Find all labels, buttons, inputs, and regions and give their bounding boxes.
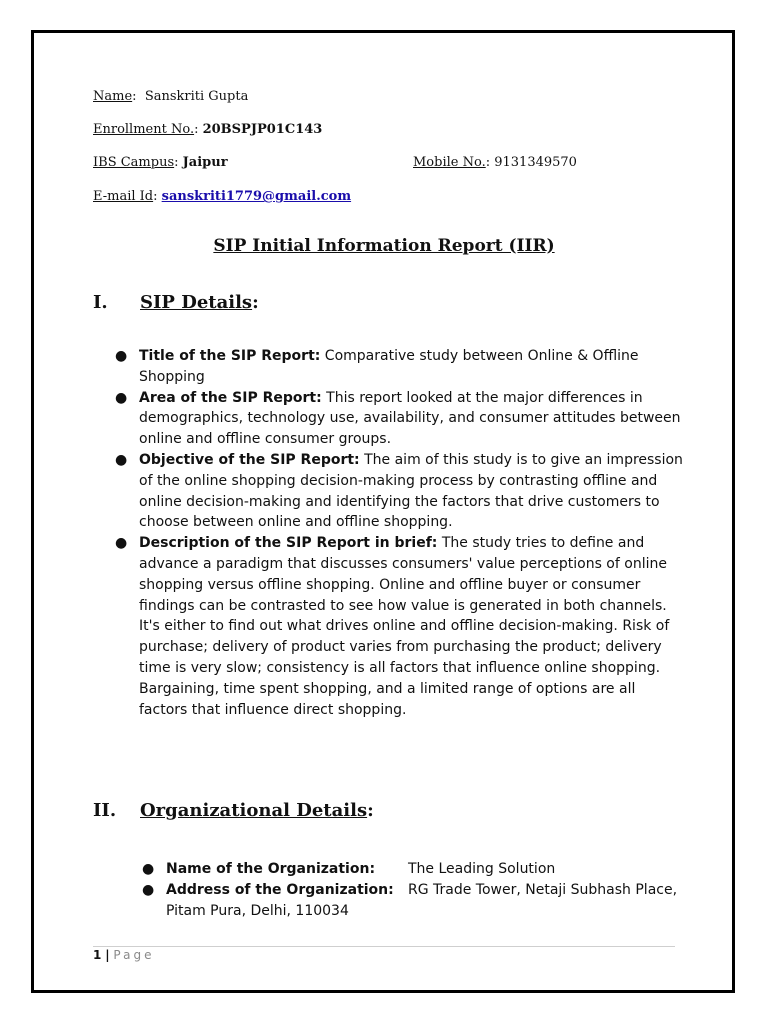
section1-title: SIP Details: — [140, 292, 259, 313]
page-number: 1 — [93, 948, 102, 962]
page-footer — [93, 948, 154, 962]
list-item — [115, 533, 684, 720]
footer-divider — [93, 946, 675, 947]
bullet-icon: ● — [115, 451, 128, 468]
item-label: Objective of the SIP Report: — [139, 451, 360, 468]
campus-label: IBS Campus — [93, 155, 175, 170]
page-word: Page — [113, 948, 155, 962]
list-item — [142, 880, 686, 922]
name-label: Name — [93, 89, 133, 104]
section2-title-text: Organizational Details — [140, 800, 368, 821]
item-text: This report looked at the major differences in demographics, technology use, availability, and consumer attitudes between online and offline consumer groups. — [139, 389, 681, 448]
item-text: Comparative study between Online & Offline Shopping — [139, 348, 639, 385]
bullet-icon: ● — [142, 861, 155, 877]
page-separator: | — [105, 948, 110, 962]
section1-number: I. — [93, 292, 108, 313]
section2-title: Organizational Details: — [140, 800, 374, 821]
org-details-list — [142, 859, 686, 921]
list-item — [115, 450, 684, 533]
item-text: The study tries to define and advance a paradigm that discusses consumers' value perceptions of online shopping versus offline shopping. Online and offline buyer or consumer findings can be contrasted to see how value is generated in both channels. It's either to find out what drives online and offline decision-making. Risk of purchase; delivery of product varies from purchasing the product; delivery time is very slow; consistency is all factors that influence online shopping. Bargaining, time spent shopping, and a limited range of options are all factors that influence direct shopping. — [139, 535, 670, 718]
report-title: SIP Initial Information Report (IIR) — [213, 236, 555, 256]
bullet-icon: ● — [115, 348, 128, 364]
bullet-icon: ● — [115, 389, 128, 406]
sip-details-list — [115, 346, 684, 720]
email-label: E-mail Id — [93, 189, 154, 204]
list-item — [115, 388, 684, 450]
name-value: Sanskriti Gupta — [144, 89, 249, 104]
mobile-value: 9131349570 — [494, 155, 577, 170]
mobile-line: Mobile No.: 9131349570 — [413, 155, 577, 170]
item-label: Address of the Organization: — [166, 881, 394, 898]
item-label: Name of the Organization: — [166, 861, 376, 877]
email-line: E-mail Id: sanskriti1779@gmail.com — [93, 189, 352, 204]
item-label: Area of the SIP Report: — [139, 389, 322, 406]
list-item — [115, 346, 684, 388]
enrollment-line: Enrollment No.: 20BSPJP01C143 — [93, 122, 323, 137]
item-text: The aim of this study is to give an impression of the online shopping decision-making process by contrasting offline and online decision-making and identifying the factors that drive customers to choose between online and offline shopping. — [139, 451, 683, 531]
section1-title-text: SIP Details — [140, 292, 253, 313]
section2-number: II. — [93, 800, 117, 821]
name-line: Name: Sanskriti Gupta — [93, 89, 249, 104]
item-label: Description of the SIP Report in brief: — [139, 535, 438, 552]
email-link[interactable]: sanskriti1779@gmail.com — [161, 189, 352, 204]
bullet-icon: ● — [115, 535, 128, 552]
item-text: RG Trade Tower, Netaji Subhash Place, Pitam Pura, Delhi, 110034 — [166, 881, 678, 919]
bullet-icon: ● — [142, 881, 155, 898]
campus-line: IBS Campus: Jaipur — [93, 155, 228, 170]
mobile-label: Mobile No. — [413, 155, 486, 170]
item-label: Title of the SIP Report: — [139, 348, 321, 364]
campus-value: Jaipur — [182, 155, 228, 170]
item-text: The Leading Solution — [408, 861, 556, 877]
enrollment-label: Enrollment No. — [93, 122, 195, 137]
list-item — [142, 859, 686, 880]
enrollment-value: 20BSPJP01C143 — [202, 122, 323, 137]
